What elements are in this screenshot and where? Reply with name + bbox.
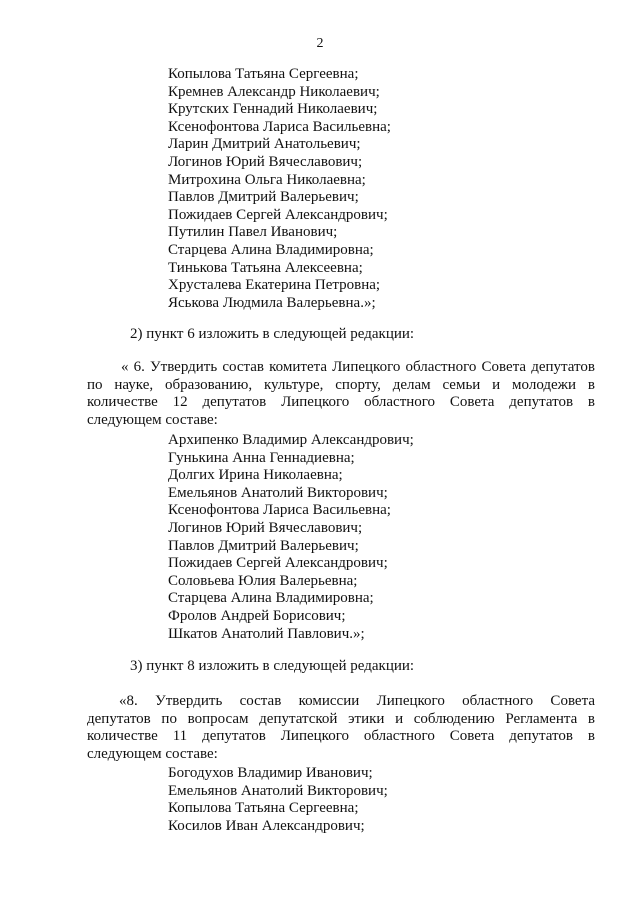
member-name: Емельянов Анатолий Викторович; bbox=[168, 782, 388, 799]
member-name: Богодухов Владимир Иванович; bbox=[168, 765, 373, 781]
committee-list-continued bbox=[168, 66, 391, 312]
member-name: Логинов Юрий Вячеславович; bbox=[168, 153, 363, 170]
member-name: Гунькина Анна Геннадиевна; bbox=[168, 449, 355, 466]
item-3-heading: 3) пункт 8 изложить в следующей редакции: bbox=[130, 658, 415, 674]
paragraph-line: по науке, образованию, культуре, спорту, делам семьи и молодежи в bbox=[87, 376, 595, 393]
member-name: Тинькова Татьяна Алексеевна; bbox=[168, 259, 363, 276]
member-name: Павлов Дмитрий Валерьевич; bbox=[168, 189, 359, 206]
member-name: Пожидаев Сергей Александрович; bbox=[168, 206, 388, 223]
member-name: Ксенофонтова Лариса Васильевна; bbox=[168, 118, 391, 135]
member-name: Соловьева Юлия Валерьевна; bbox=[168, 572, 358, 589]
page-number: 2 bbox=[316, 36, 324, 51]
member-name: Старцева Алина Владимировна; bbox=[168, 590, 374, 607]
member-name: Копылова Татьяна Сергеевна; bbox=[168, 800, 359, 817]
paragraph-line: « 6. Утвердить состав комитета Липецкого областного Совета депутатов bbox=[121, 359, 595, 375]
member-name: Логинов Юрий Вячеславович; bbox=[168, 519, 363, 536]
member-name: Ксенофонтова Лариса Васильевна; bbox=[168, 502, 391, 519]
member-name: Архипенко Владимир Александрович; bbox=[168, 432, 414, 448]
member-name: Фролов Андрей Борисович; bbox=[168, 607, 346, 624]
item-2-paragraph bbox=[87, 359, 595, 429]
member-name: Павлов Дмитрий Валерьевич; bbox=[168, 537, 359, 554]
member-name: Пожидаев Сергей Александрович; bbox=[168, 555, 388, 572]
item-2-heading: 2) пункт 6 изложить в следующей редакции: bbox=[130, 326, 415, 342]
member-name: Митрохина Ольга Николаевна; bbox=[168, 171, 366, 188]
ethics-commission-list bbox=[168, 765, 388, 835]
member-name: Косилов Иван Александрович; bbox=[168, 817, 365, 834]
member-name: Емельянов Анатолий Викторович; bbox=[168, 484, 388, 501]
member-name: Яськова Людмила Валерьевна.»; bbox=[168, 294, 376, 311]
member-name: Долгих Ирина Николаевна; bbox=[168, 467, 343, 484]
member-name: Крутских Геннадий Николаевич; bbox=[168, 101, 378, 118]
paragraph-line: следующем составе: bbox=[87, 411, 218, 428]
member-name: Ларин Дмитрий Анатольевич; bbox=[168, 136, 361, 153]
paragraph-line: следующем составе: bbox=[87, 745, 218, 762]
paragraph-line: количестве 11 депутатов Липецкого областного Совета депутатов в bbox=[87, 728, 595, 745]
member-name: Копылова Татьяна Сергеевна; bbox=[168, 66, 359, 82]
member-name: Шкатов Анатолий Павлович.»; bbox=[168, 625, 365, 642]
member-name: Старцева Алина Владимировна; bbox=[168, 241, 374, 258]
paragraph-line: количестве 12 депутатов Липецкого областного Совета депутатов в bbox=[87, 394, 595, 411]
item-3-paragraph bbox=[87, 693, 595, 763]
member-name: Хрусталева Екатерина Петровна; bbox=[168, 277, 381, 294]
paragraph-line: депутатов по вопросам депутатской этики и соблюдению Регламента в bbox=[87, 710, 595, 727]
paragraph-line: «8. Утвердить состав комиссии Липецкого областного Совета bbox=[119, 693, 595, 709]
member-name: Кремнев Александр Николаевич; bbox=[168, 83, 380, 100]
member-name: Путилин Павел Иванович; bbox=[168, 224, 338, 241]
science-committee-list bbox=[168, 432, 414, 643]
